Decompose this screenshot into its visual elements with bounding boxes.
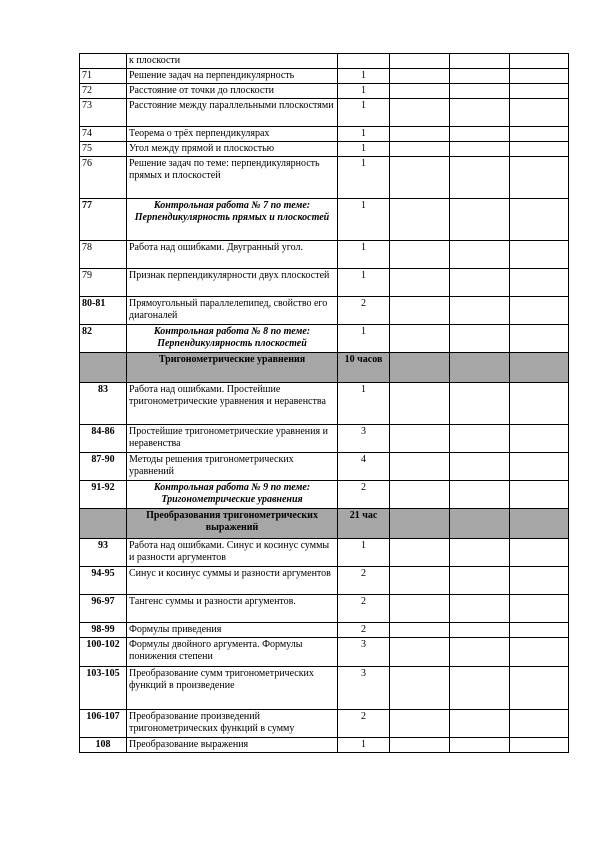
empty-cell: [510, 667, 569, 710]
table-row: [80, 297, 569, 325]
empty-cell: [510, 738, 569, 753]
lesson-topic: Преобразование выражения: [127, 738, 338, 753]
empty-cell: [450, 69, 510, 84]
empty-cell: [510, 567, 569, 595]
hours-count: 1: [338, 738, 390, 753]
empty-cell: [390, 383, 450, 425]
lesson-topic: Преобразование произведений тригонометрических функций в сумму: [127, 710, 338, 738]
empty-cell: [510, 69, 569, 84]
hours-count: 2: [338, 297, 390, 325]
lesson-number: [80, 353, 127, 383]
empty-cell: [390, 297, 450, 325]
hours-count: 1: [338, 325, 390, 353]
table-row: [80, 142, 569, 157]
lesson-topic: Формулы двойного аргумента. Формулы понижения степени: [127, 638, 338, 667]
empty-cell: [450, 425, 510, 453]
empty-cell: [510, 241, 569, 269]
empty-cell: [510, 638, 569, 667]
lesson-number: 83: [80, 383, 127, 425]
lesson-number: 108: [80, 738, 127, 753]
hours-count: 1: [338, 269, 390, 297]
table-row: [80, 84, 569, 99]
empty-cell: [450, 241, 510, 269]
hours-count: 4: [338, 453, 390, 481]
empty-cell: [390, 127, 450, 142]
lesson-topic: Простейшие тригонометрические уравнения и неравенства: [127, 425, 338, 453]
empty-cell: [390, 638, 450, 667]
empty-cell: [390, 667, 450, 710]
lesson-topic: Синус и косинус суммы и разности аргументов: [127, 567, 338, 595]
empty-cell: [450, 199, 510, 241]
table-row: [80, 425, 569, 453]
empty-cell: [450, 638, 510, 667]
lesson-number: 91-92: [80, 481, 127, 509]
table-body: [80, 54, 569, 753]
empty-cell: [510, 539, 569, 567]
lesson-number: 82: [80, 325, 127, 353]
table-row: [80, 595, 569, 623]
empty-cell: [450, 157, 510, 199]
lesson-topic: Формулы приведения: [127, 623, 338, 638]
empty-cell: [450, 481, 510, 509]
lesson-topic: Работа над ошибками. Синус и косинус суммы и разности аргументов: [127, 539, 338, 567]
empty-cell: [510, 481, 569, 509]
lesson-topic: Решение задач по теме: перпендикулярность прямых и плоскостей: [127, 157, 338, 199]
empty-cell: [510, 453, 569, 481]
hours-count: 2: [338, 567, 390, 595]
empty-cell: [390, 353, 450, 383]
empty-cell: [510, 623, 569, 638]
empty-cell: [450, 99, 510, 127]
table-row: [80, 539, 569, 567]
table-row: [80, 199, 569, 241]
empty-cell: [450, 509, 510, 539]
lesson-topic: Расстояние от точки до плоскости: [127, 84, 338, 99]
hours-count: 1: [338, 241, 390, 269]
lesson-number: 76: [80, 157, 127, 199]
empty-cell: [450, 539, 510, 567]
table-row: [80, 710, 569, 738]
empty-cell: [450, 567, 510, 595]
table-row: [80, 325, 569, 353]
lesson-topic: Преобразование сумм тригонометрических функций в произведение: [127, 667, 338, 710]
empty-cell: [510, 425, 569, 453]
hours-count: 3: [338, 425, 390, 453]
lesson-number: 106-107: [80, 710, 127, 738]
hours-count: 10 часов: [338, 353, 390, 383]
empty-cell: [390, 199, 450, 241]
hours-count: 1: [338, 142, 390, 157]
empty-cell: [390, 99, 450, 127]
hours-count: 1: [338, 199, 390, 241]
empty-cell: [390, 84, 450, 99]
empty-cell: [390, 738, 450, 753]
table-row: [80, 99, 569, 127]
empty-cell: [390, 453, 450, 481]
empty-cell: [450, 353, 510, 383]
empty-cell: [510, 383, 569, 425]
lesson-topic: Угол между прямой и плоскостью: [127, 142, 338, 157]
hours-count: 1: [338, 99, 390, 127]
empty-cell: [510, 595, 569, 623]
hours-count: 21 час: [338, 509, 390, 539]
hours-count: [338, 54, 390, 69]
lesson-number: 78: [80, 241, 127, 269]
table-row: [80, 54, 569, 69]
hours-count: 1: [338, 69, 390, 84]
lesson-number: 77: [80, 199, 127, 241]
hours-count: 1: [338, 383, 390, 425]
table-row: [80, 383, 569, 425]
empty-cell: [390, 595, 450, 623]
lesson-number: 96-97: [80, 595, 127, 623]
lesson-topic: Контрольная работа № 7 по теме: Перпендикулярность прямых и плоскостей: [127, 199, 338, 241]
lesson-topic: Решение задач на перпендикулярность: [127, 69, 338, 84]
empty-cell: [450, 738, 510, 753]
lesson-number: 71: [80, 69, 127, 84]
lesson-number: 74: [80, 127, 127, 142]
table-row: [80, 738, 569, 753]
lesson-topic: Расстояние между параллельными плоскостями: [127, 99, 338, 127]
hours-count: 2: [338, 481, 390, 509]
empty-cell: [390, 481, 450, 509]
empty-cell: [450, 54, 510, 69]
empty-cell: [390, 710, 450, 738]
section-title: Тригонометрические уравнения: [127, 353, 338, 383]
table-row: [80, 453, 569, 481]
empty-cell: [510, 99, 569, 127]
empty-cell: [510, 157, 569, 199]
empty-cell: [390, 567, 450, 595]
lesson-number: [80, 509, 127, 539]
lesson-topic: Работа над ошибками. Простейшие тригонометрические уравнения и неравенства: [127, 383, 338, 425]
empty-cell: [510, 509, 569, 539]
table-row: [80, 667, 569, 710]
empty-cell: [390, 623, 450, 638]
section-row: [80, 353, 569, 383]
empty-cell: [450, 325, 510, 353]
lesson-number: 84-86: [80, 425, 127, 453]
hours-count: 2: [338, 595, 390, 623]
lesson-number: 100-102: [80, 638, 127, 667]
lesson-topic: Контрольная работа № 8 по теме: Перпендикулярность плоскостей: [127, 325, 338, 353]
empty-cell: [450, 383, 510, 425]
empty-cell: [510, 142, 569, 157]
table-row: [80, 269, 569, 297]
lesson-number: 87-90: [80, 453, 127, 481]
empty-cell: [450, 127, 510, 142]
lesson-number: 80-81: [80, 297, 127, 325]
lesson-number: 79: [80, 269, 127, 297]
section-row: [80, 509, 569, 539]
empty-cell: [390, 539, 450, 567]
lesson-topic: Теорема о трёх перпендикулярах: [127, 127, 338, 142]
empty-cell: [510, 199, 569, 241]
table-row: [80, 157, 569, 199]
hours-count: 3: [338, 638, 390, 667]
lesson-topic: Контрольная работа № 9 по теме: Тригонометрические уравнения: [127, 481, 338, 509]
empty-cell: [450, 667, 510, 710]
hours-count: 2: [338, 623, 390, 638]
empty-cell: [510, 84, 569, 99]
empty-cell: [510, 325, 569, 353]
lesson-number: 93: [80, 539, 127, 567]
hours-count: 2: [338, 710, 390, 738]
empty-cell: [510, 127, 569, 142]
table-row: [80, 567, 569, 595]
lesson-topic: Работа над ошибками. Двугранный угол.: [127, 241, 338, 269]
lesson-number: [80, 54, 127, 69]
table-row: [80, 623, 569, 638]
lesson-topic: к плоскости: [127, 54, 338, 69]
empty-cell: [390, 142, 450, 157]
empty-cell: [390, 325, 450, 353]
hours-count: 3: [338, 667, 390, 710]
empty-cell: [450, 453, 510, 481]
empty-cell: [390, 69, 450, 84]
thematic-plan-table: [79, 53, 569, 753]
lesson-number: 72: [80, 84, 127, 99]
lesson-topic: Признак перпендикулярности двух плоскостей: [127, 269, 338, 297]
empty-cell: [510, 54, 569, 69]
empty-cell: [450, 623, 510, 638]
empty-cell: [450, 142, 510, 157]
empty-cell: [450, 595, 510, 623]
table-row: [80, 241, 569, 269]
hours-count: 1: [338, 84, 390, 99]
table-row: [80, 638, 569, 667]
empty-cell: [450, 710, 510, 738]
hours-count: 1: [338, 539, 390, 567]
hours-count: 1: [338, 127, 390, 142]
empty-cell: [390, 241, 450, 269]
lesson-number: 75: [80, 142, 127, 157]
empty-cell: [510, 269, 569, 297]
empty-cell: [450, 297, 510, 325]
lesson-topic: Прямоугольный параллелепипед, свойство его диагоналей: [127, 297, 338, 325]
lesson-topic: Методы решения тригонометрических уравнений: [127, 453, 338, 481]
empty-cell: [510, 353, 569, 383]
lesson-topic: Тангенс суммы и разности аргументов.: [127, 595, 338, 623]
lesson-number: 73: [80, 99, 127, 127]
empty-cell: [390, 157, 450, 199]
empty-cell: [390, 425, 450, 453]
empty-cell: [450, 269, 510, 297]
table-row: [80, 127, 569, 142]
lesson-number: 94-95: [80, 567, 127, 595]
empty-cell: [450, 84, 510, 99]
table-row: [80, 481, 569, 509]
empty-cell: [510, 297, 569, 325]
lesson-number: 103-105: [80, 667, 127, 710]
empty-cell: [510, 710, 569, 738]
empty-cell: [390, 509, 450, 539]
lesson-number: 98-99: [80, 623, 127, 638]
table-row: [80, 69, 569, 84]
empty-cell: [390, 54, 450, 69]
empty-cell: [390, 269, 450, 297]
hours-count: 1: [338, 157, 390, 199]
section-title: Преобразования тригонометрических выражений: [127, 509, 338, 539]
